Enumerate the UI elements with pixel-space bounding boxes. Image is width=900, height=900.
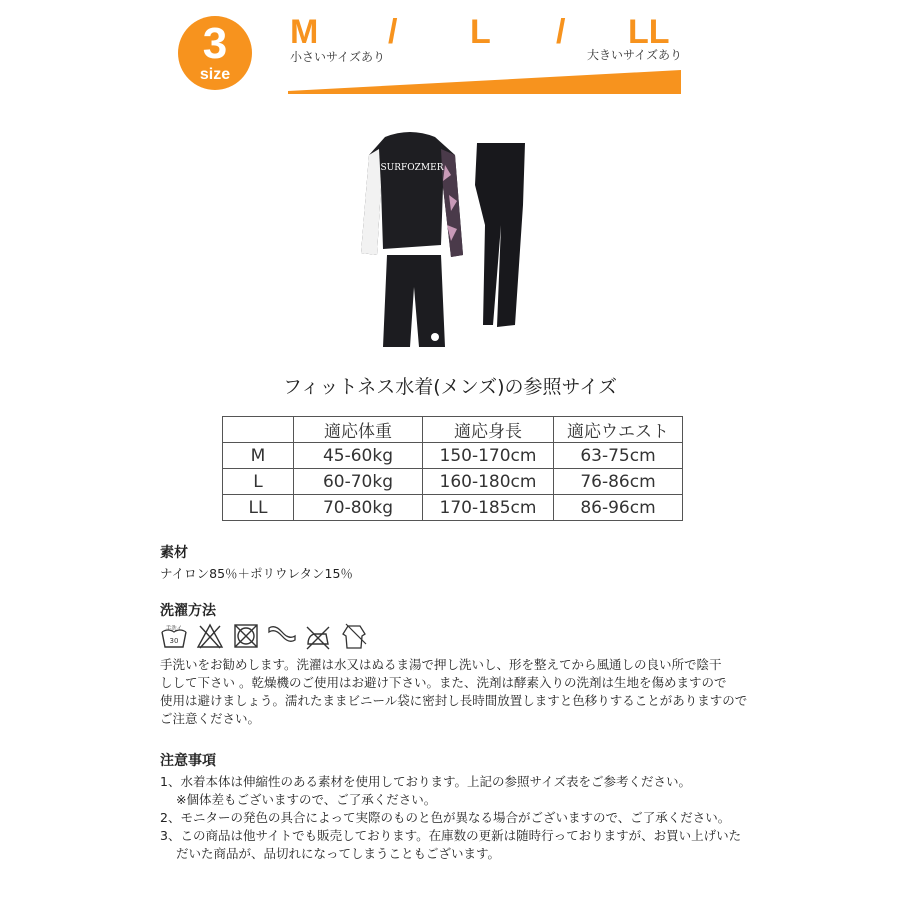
table-cell: 60-70kg — [294, 469, 423, 495]
rash-guard-shirt — [361, 132, 463, 257]
table-cell: 86-96cm — [554, 495, 683, 521]
table-cell: 70-80kg — [294, 495, 423, 521]
table-header-cell — [223, 417, 294, 443]
hand-wash-temp: 30 — [169, 637, 179, 645]
no-tumble-dry-icon — [232, 622, 260, 650]
size-separator: / — [388, 13, 398, 51]
table-row — [223, 443, 683, 469]
size-ll: LL — [628, 13, 670, 51]
washing-text — [160, 656, 747, 728]
product-image — [355, 125, 545, 355]
table-cell: 63-75cm — [554, 443, 683, 469]
material-text: ナイロン85％＋ポリウレタン15％ — [160, 566, 353, 581]
no-iron-icon — [304, 622, 332, 650]
table-row — [223, 495, 683, 521]
large-size-note: 大きいサイズあり — [586, 48, 682, 62]
notices-heading: 注意事項 — [160, 753, 216, 769]
shirt-logo: SURFOZMER — [380, 163, 444, 173]
swim-leggings — [475, 143, 525, 327]
table-header-cell: 適応体重 — [294, 417, 423, 443]
size-m: M — [290, 13, 319, 51]
badge-label: size — [199, 66, 231, 83]
small-size-note: 小さいサイズあり — [290, 50, 386, 64]
material-heading: 素材 — [160, 545, 188, 561]
table-cell: 76-86cm — [554, 469, 683, 495]
table-cell: LL — [223, 495, 294, 521]
size-table-title: フィットネス水着(メンズ)の参照サイズ — [282, 376, 618, 398]
hand-wash-icon — [160, 622, 188, 650]
table-header-cell: 適応ウエスト — [554, 417, 683, 443]
notice-item: だいた商品が、品切れになってしまうこともございます。 — [176, 846, 501, 861]
no-bleach-icon — [196, 622, 224, 650]
table-cell: 150-170cm — [423, 443, 554, 469]
size-separator: / — [556, 13, 566, 51]
table-header-row — [223, 417, 683, 443]
table-header-cell: 適応身長 — [423, 417, 554, 443]
washing-heading: 洗濯方法 — [160, 603, 216, 619]
table-cell: 160-180cm — [423, 469, 554, 495]
size-count-badge — [178, 16, 252, 90]
table-cell: M — [223, 443, 294, 469]
table-cell: 45-60kg — [294, 443, 423, 469]
washing-text-line: ご注意ください。 — [160, 711, 261, 726]
table-row — [223, 469, 683, 495]
washing-text-line: しして下さい 。乾燥機のご使用はお避け下さい。また、洗剤は酵素入りの洗剤は生地を傷めますので — [160, 675, 727, 690]
washing-text-line: 手洗いをお勧めします。洗濯は水又はぬるま湯で押し洗いし、形を整えてから風通しの良い所で陰干 — [160, 657, 722, 672]
badge-number: 3 — [202, 19, 228, 68]
board-shorts — [383, 255, 445, 347]
table-cell: L — [223, 469, 294, 495]
header-accent-bar — [288, 70, 681, 94]
size-table — [222, 416, 683, 521]
wring-icon — [268, 622, 296, 650]
notice-item: 3、この商品は他サイトでも販売しております。在庫数の更新は随時行っておりますが、お買い上げいた — [160, 828, 742, 843]
shade-dry-icon — [340, 622, 368, 650]
notice-item: ※個体差もございますので、ご了承ください。 — [176, 792, 437, 807]
hand-wash-label: 手洗イ — [165, 626, 183, 632]
table-cell: 170-185cm — [423, 495, 554, 521]
washing-text-line: 使用は避けましょう。濡れたままビニール袋に密封し長時間放置しますと色移りすることがありますので — [160, 693, 748, 708]
size-l: L — [470, 13, 491, 51]
notice-item: 1、水着本体は伸縮性のある素材を使用しております。上記の参照サイズ表をご参考ください。 — [160, 774, 691, 789]
notice-list — [160, 773, 741, 863]
notice-item: 2、モニターの発色の具合によって実際のものと色が異なる場合がございますので、ご了承ください。 — [160, 810, 731, 825]
